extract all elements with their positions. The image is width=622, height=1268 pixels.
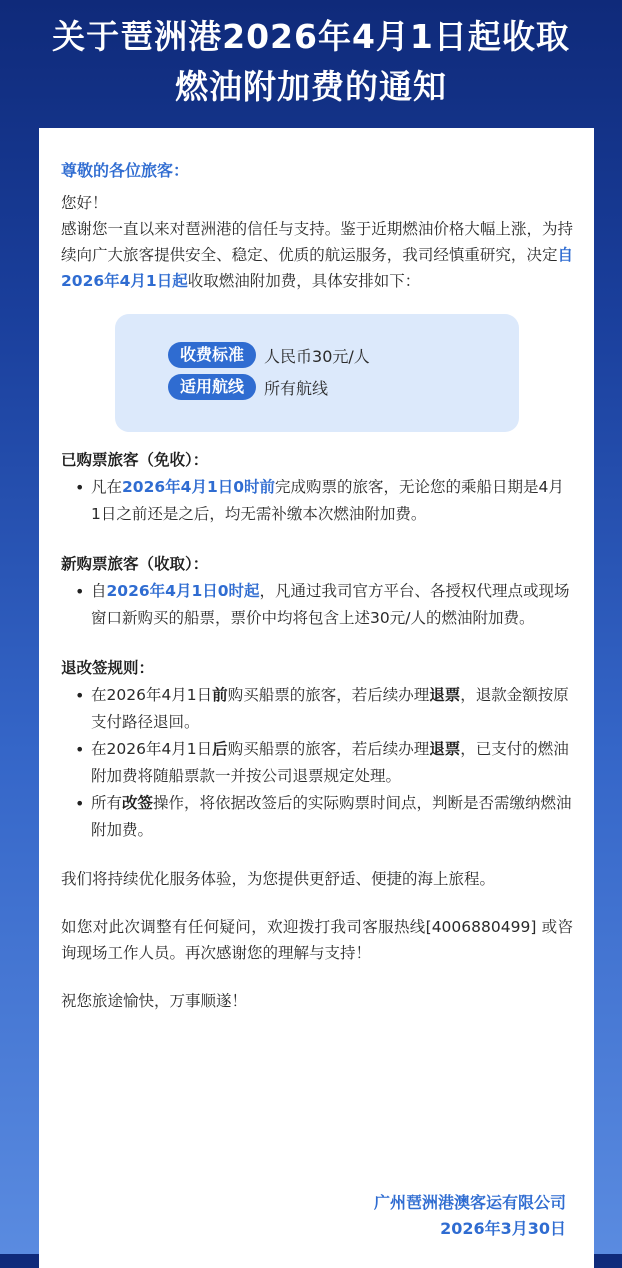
- company-name: 广州琶洲港澳客运有限公司: [373, 1193, 566, 1212]
- list-item: [61, 736, 573, 790]
- intro-paragraph: [61, 216, 573, 294]
- rule2-c: ，已支付的燃油附加费将随船票款一并按公司退票规定处理。: [91, 740, 569, 785]
- closing-paragraph-3: 祝您旅途愉快，万事顺遂！: [61, 992, 248, 1010]
- fee-info-box: [115, 314, 519, 432]
- rule2-a: 在2026年4月1日: [91, 740, 213, 758]
- intro-text-a: 感谢您一直以来对琶洲港的信任与支持。鉴于近期燃油价格大幅上涨，为持续向广大旅客提供安全、稳定、优质的航运服务，我司经慎重研究，决定: [61, 220, 573, 264]
- intro-text-b: 收取燃油附加费，具体安排如下：: [187, 272, 421, 290]
- new-highlight: 2026年4月1日0时起: [106, 582, 260, 600]
- rule3-a: 所有: [91, 794, 123, 812]
- intro-highlight-date: 自2026年4月1日起: [61, 246, 573, 290]
- route-label: 适用航线: [168, 374, 256, 400]
- closing-paragraph-1: 我们将持续优化服务体验，为您提供更舒适、便捷的海上旅程。: [61, 870, 496, 888]
- notice-card: [39, 128, 594, 1268]
- notice-date: 2026年3月30日: [440, 1219, 566, 1238]
- new-text-a: 自: [91, 582, 107, 600]
- route-row: [168, 374, 328, 400]
- title-line-1: 关于琶洲港2026年4月1日起收取: [52, 17, 570, 56]
- rule2-keyword: 后: [212, 740, 228, 758]
- rule2-b: 购买船票的旅客，若后续办理: [227, 740, 430, 758]
- rule1-c: ，退款金额按原支付路径退回。: [91, 686, 569, 731]
- rule3-b: 操作，将依据改签后的实际购票时间点，判断是否需缴纳燃油附加费。: [91, 794, 572, 839]
- new-text-b: ，凡通过我司官方平台、各授权代理点或现场窗口新购买的船票，票价中均将包含上述30元/人的燃油附加费。: [91, 582, 570, 627]
- rule1-keyword-refund: 退票: [429, 686, 461, 704]
- hello-text: 您好！: [61, 194, 108, 212]
- fee-standard-row: [168, 342, 370, 368]
- notice-content: [61, 156, 573, 1014]
- list-item: [61, 578, 573, 632]
- signature-block: [374, 1190, 566, 1242]
- purchased-highlight: 2026年4月1日0时前: [122, 478, 276, 496]
- rule1-keyword: 前: [212, 686, 228, 704]
- title-line-2: 燃油附加费的通知: [175, 67, 447, 106]
- new-list: [61, 578, 573, 632]
- rule2-keyword-refund: 退票: [429, 740, 461, 758]
- rule1-b: 购买船票的旅客，若后续办理: [227, 686, 430, 704]
- rules-list: [61, 682, 573, 844]
- purchased-section-title: 已购票旅客（免收）：: [61, 451, 209, 469]
- rules-section-title: 退改签规则：: [61, 659, 155, 677]
- rule3-keyword: 改签: [122, 794, 154, 812]
- fee-standard-value: 人民币30元/人: [264, 346, 370, 366]
- closing-paragraph-2: 如您对此次调整有任何疑问，欢迎拨打我司客服热线[4006880499] 或咨询现场工作人员。再次感谢您的理解与支持！: [61, 918, 573, 962]
- greeting: 尊敬的各位旅客：: [61, 161, 190, 180]
- list-item: [61, 790, 573, 844]
- new-section-title: 新购票旅客（收取）：: [61, 555, 209, 573]
- route-value: 所有航线: [264, 378, 329, 398]
- page-title: [0, 12, 622, 112]
- purchased-text-b: 完成购票的旅客，无论您的乘船日期是4月1日之前还是之后，均无需补缴本次燃油附加费。: [91, 478, 564, 523]
- fee-standard-label: 收费标准: [168, 342, 256, 368]
- list-item: [61, 474, 573, 528]
- purchased-list: [61, 474, 573, 528]
- rule1-a: 在2026年4月1日: [91, 686, 213, 704]
- purchased-text-a: 凡在: [91, 478, 123, 496]
- list-item: [61, 682, 573, 736]
